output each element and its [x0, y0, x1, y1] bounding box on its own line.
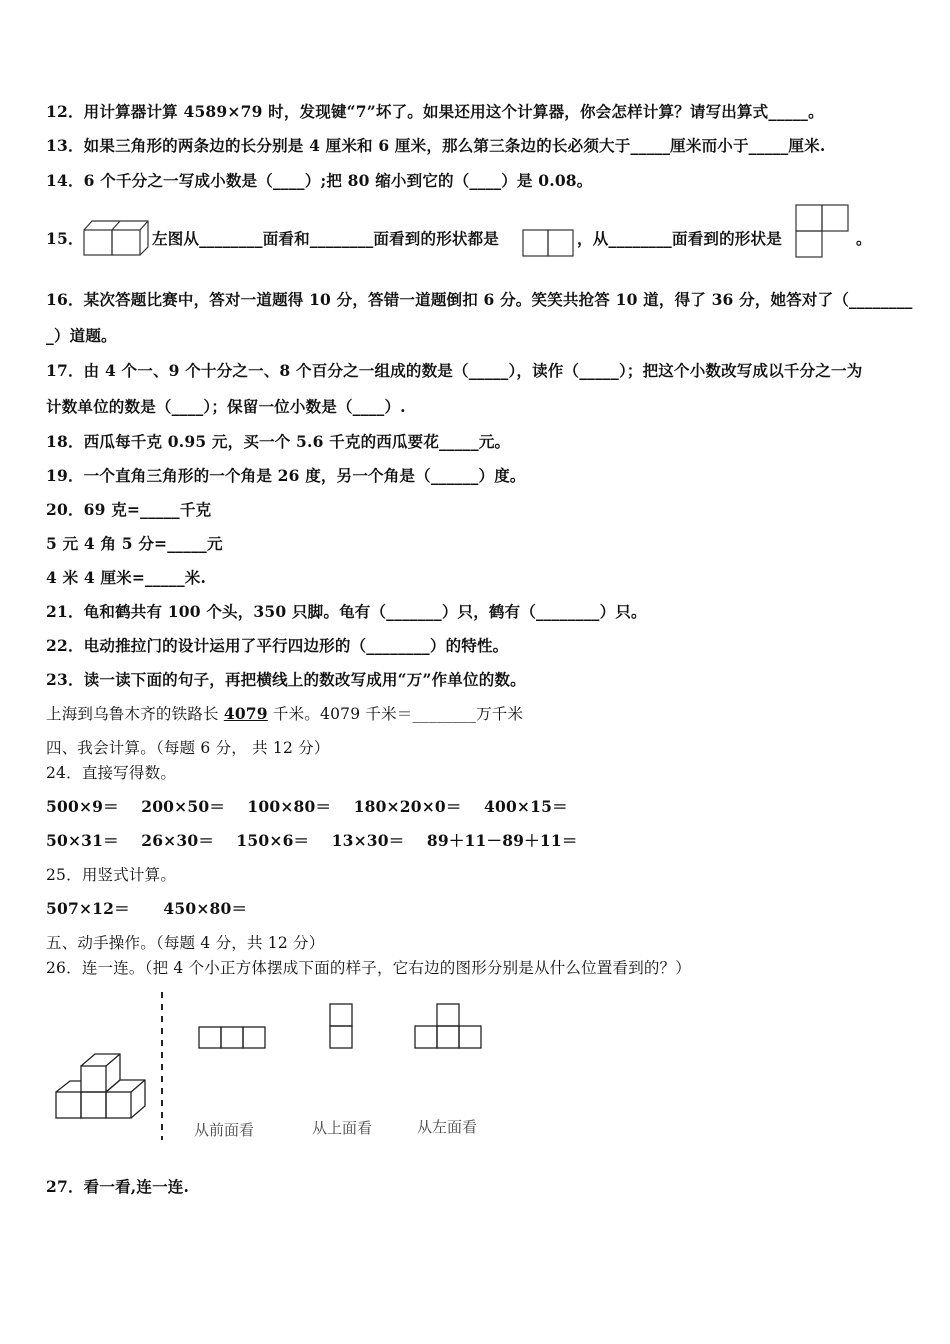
q15-cubes-figure — [82, 217, 148, 257]
question-27: 27．看一看,连一连. — [46, 1177, 190, 1196]
q26-left-view-shape — [414, 1003, 482, 1049]
question-13: 13．如果三角形的两条边的长分别是 4 厘米和 6 厘米，那么第三条边的长必须大于_____厘米而小于_____厘米. — [46, 136, 826, 155]
q26-dashed-divider — [160, 992, 164, 1140]
question-25-row: 507×12＝ 450×80＝ — [46, 899, 248, 918]
q26-stacked-cubes-figure — [50, 1048, 150, 1120]
question-20-item-1: 20．69 克=_____千克 — [46, 500, 212, 519]
q26-front-view-shape — [198, 1026, 266, 1050]
q23-post: 千米。4079 千米＝________万千米 — [267, 705, 524, 723]
q15-two-squares-shape — [522, 229, 574, 257]
question-16-line2: _）道题。 — [46, 326, 117, 345]
question-15-number: 15． — [46, 229, 84, 248]
question-19: 19．一个直角三角形的一个角是 26 度，另一个角是（______）度。 — [46, 466, 526, 485]
q23-pre: 上海到乌鲁木齐的铁路长 — [46, 705, 224, 723]
question-24-row-2: 50×31＝ 26×30＝ 150×6＝ 13×30＝ 89＋11－89＋11＝ — [46, 831, 578, 850]
question-18: 18．西瓜每千克 0.95 元，买一个 5.6 千克的西瓜要花_____元。 — [46, 432, 511, 451]
q26-top-view-shape — [329, 1003, 353, 1049]
q23-underlined-number: 4079 — [223, 704, 268, 723]
question-23-title: 23．读一读下面的句子，再把横线上的数改写成用“万”作单位的数。 — [46, 670, 526, 689]
question-24-title: 24．直接写得数。 — [46, 764, 177, 782]
section-5-heading: 五、动手操作。（每题 4 分，共 12 分） — [46, 934, 325, 952]
question-12: 12．用计算器计算 4589×79 时，发现键“7”坏了。如果还用这个计算器，你会怎样计算？请写出算式_____。 — [46, 102, 824, 121]
question-17-line1: 17．由 4 个一、9 个十分之一、8 个百分之一组成的数是（_____），读作（_____）；把这个小数改写成以千分之一为 — [46, 361, 863, 380]
question-21: 21．龟和鹤共有 100 个头，350 只脚。龟有（_______）只，鹤有（________）只。 — [46, 602, 647, 621]
question-22: 22．电动推拉门的设计运用了平行四边形的（________）的特性。 — [46, 636, 509, 655]
question-17-line2: 计数单位的数是（____）；保留一位小数是（____）. — [46, 397, 406, 416]
q15-l-shape — [795, 204, 851, 260]
question-23-sentence — [46, 704, 523, 724]
question-25-title: 25．用竖式计算。 — [46, 866, 177, 884]
question-24-row-1: 500×9＝ 200×50＝ 100×80＝ 180×20×0＝ 400×15＝ — [46, 797, 568, 816]
question-15-part3: 。 — [856, 229, 872, 248]
question-16-line1: 16．某次答题比赛中，答对一道题得 10 分，答错一道题倒扣 6 分。笑笑共抢答 10 道，得了 36 分，她答对了（________ — [46, 290, 913, 309]
question-15-part1: 左图从________面看和________面看到的形状都是 — [152, 229, 500, 248]
question-20-item-3: 4 米 4 厘米=_____米. — [46, 568, 207, 587]
question-15-part2: ，从________面看到的形状是 — [577, 229, 782, 248]
question-20-item-2: 5 元 4 角 5 分=_____元 — [46, 534, 223, 553]
question-26-title: 26．连一连。（把 4 个小正方体摆成下面的样子，它右边的图形分别是从什么位置看到的？） — [46, 959, 691, 977]
section-4-heading: 四、我会计算。（每题 6 分， 共 12 分） — [46, 739, 330, 757]
q26-caption-left: 从左面看 — [417, 1118, 478, 1136]
q26-caption-front: 从前面看 — [194, 1121, 255, 1139]
q26-caption-top: 从上面看 — [312, 1119, 373, 1137]
question-14: 14．6 个千分之一写成小数是（____）;把 80 缩小到它的（____）是 0.08。 — [46, 171, 593, 190]
